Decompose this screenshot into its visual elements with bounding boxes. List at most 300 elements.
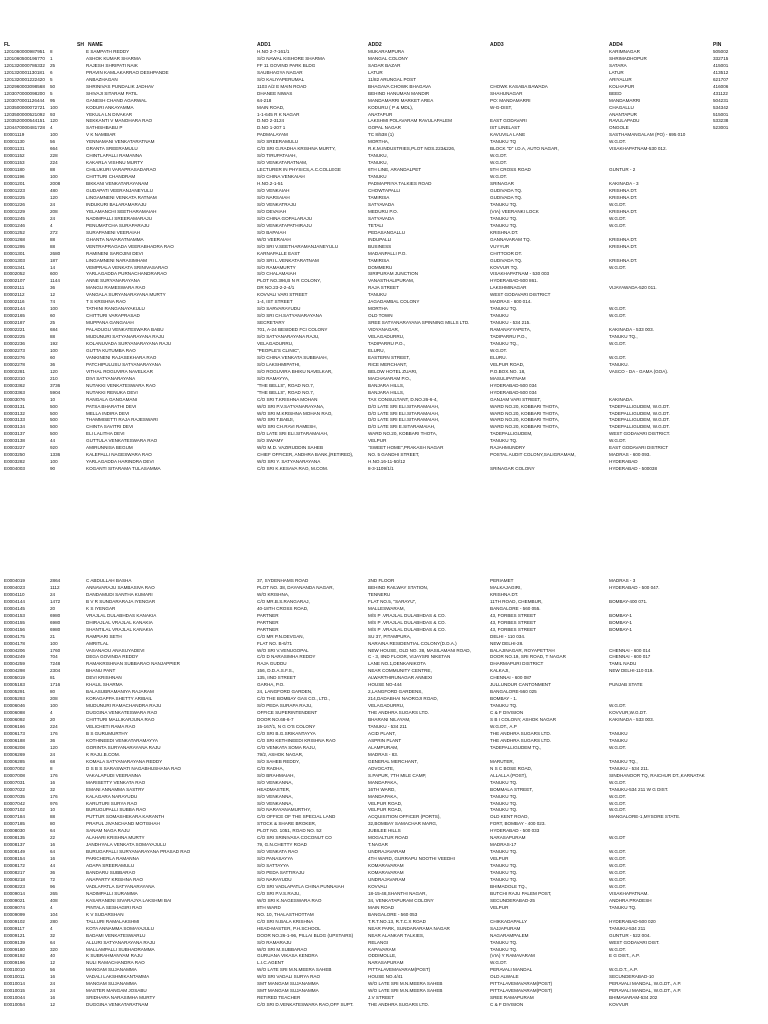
address2-cell: MUKARAMPURA bbox=[368, 48, 405, 54]
register-body-1 bbox=[4, 49, 764, 473]
address1-cell: STOCK & SHARE BROKER, bbox=[257, 821, 317, 827]
address1-cell: S/O CHINA VENKATA SUBBAIAH, bbox=[257, 354, 328, 360]
folio-cell: E0004003 bbox=[4, 466, 25, 472]
address2-cell: M/S P .VRAJLAL DULABHDAS & CO. bbox=[368, 619, 446, 625]
pin-cell bbox=[713, 759, 764, 766]
address2-cell: BEHIND RAILWAY STATION, bbox=[368, 584, 429, 590]
pin-cell bbox=[713, 278, 764, 285]
address2-cell: TENNERU bbox=[368, 591, 391, 597]
shares-cell: 100 bbox=[50, 174, 58, 180]
name-cell: ASHOK KUMAR SHARMA bbox=[86, 55, 141, 61]
address3-cell: NAGARAMPALEM bbox=[490, 932, 529, 938]
address4-cell: W.G.DT. bbox=[609, 863, 627, 869]
pin-cell: 505002 bbox=[713, 48, 729, 54]
address3-cell: SRINAGAR bbox=[490, 181, 514, 187]
table-row bbox=[4, 160, 764, 167]
address2-cell: D/O LATE SRI ELI.SITARAMAIAH, bbox=[368, 417, 440, 423]
address4-cell bbox=[609, 153, 713, 160]
address1-cell: SMT MANGAM SUJANAMMA bbox=[257, 981, 319, 987]
address1-cell: S/O VENKANNA, bbox=[257, 793, 293, 799]
shares-cell: 6980 bbox=[50, 612, 61, 618]
table-row bbox=[4, 613, 764, 620]
pin-cell bbox=[713, 424, 764, 431]
address4-cell: KOLHAPUR bbox=[609, 83, 635, 89]
address2-cell: PADMAPRIYA TALKIES ROAD bbox=[368, 181, 432, 187]
shares-cell: 80 bbox=[50, 821, 56, 827]
shares-cell: 5 bbox=[50, 76, 53, 82]
address2-cell: MANDAPAKA, bbox=[368, 779, 398, 785]
address3-cell: VUYYUR bbox=[490, 243, 510, 249]
folio-cell: E0003363 bbox=[4, 389, 25, 395]
name-cell: CHITTURI CHANDRAM bbox=[86, 174, 136, 180]
pin-cell bbox=[713, 438, 764, 445]
pin-cell bbox=[713, 585, 764, 592]
address4-cell: W.G.DT. bbox=[609, 340, 627, 346]
address1-cell: PADMALAYAM bbox=[257, 132, 288, 138]
address1-cell: S/O BAPAIAH bbox=[257, 229, 286, 235]
address4-cell bbox=[609, 383, 713, 390]
name-cell: MANGAM SUJANAMMA bbox=[86, 967, 137, 973]
folio-cell: E0010015 bbox=[4, 988, 25, 994]
address2-cell: MADANPALLI P.O. bbox=[368, 250, 407, 256]
folio-cell: E0003133 bbox=[4, 417, 25, 423]
address4-cell bbox=[609, 230, 713, 237]
shares-cell: 500 bbox=[50, 410, 58, 416]
pin-cell: 431122 bbox=[713, 90, 728, 96]
name-cell: NADIMPALLI SREERAMARAJU bbox=[86, 215, 153, 221]
address1-cell: PLOT NO. 1051, ROAD NO. 52 bbox=[257, 828, 322, 834]
address3-cell: GANJAM VARI STREET, bbox=[490, 396, 541, 402]
address2-cell: ODDIMOLLE, bbox=[368, 953, 397, 959]
address3-cell: TANUKU TQ. bbox=[490, 222, 518, 228]
name-cell: PATSA BHARATHI DEVI bbox=[86, 403, 137, 409]
name-cell: PENUMATCHA SURAPARAJU bbox=[86, 222, 150, 228]
address1-cell: S/O SRI CH.SATYANARAYANA bbox=[257, 313, 323, 319]
folio-cell: E0002310 bbox=[4, 375, 25, 381]
folio-cell: 1201320001130181 bbox=[4, 69, 45, 75]
address2-cell: BELOW HOTEL ZUARI, bbox=[368, 368, 418, 374]
folio-cell: E0002276 bbox=[4, 354, 25, 360]
address1-cell: 1-4, IST STREET bbox=[257, 299, 293, 305]
address2-cell: 18-15-48,SHANTHI NAGAR, bbox=[368, 890, 427, 896]
name-cell: GUTTULA VENKATESWARA RAO bbox=[86, 438, 158, 444]
table-row bbox=[4, 745, 764, 752]
shares-cell: 4 bbox=[50, 904, 53, 910]
address1-cell: S/O CHALAMAIAH bbox=[257, 271, 297, 277]
address3-cell: N S C BOSE ROAD, bbox=[490, 765, 533, 771]
table-header-row bbox=[4, 42, 764, 49]
name-cell: SATHISHBABU P bbox=[86, 125, 123, 131]
name-cell: VENTRAPRAGADA VEERABHADRA RAO bbox=[86, 243, 174, 249]
address3-cell: HYDERABAD-500 034 bbox=[490, 389, 537, 395]
pin-cell bbox=[713, 390, 764, 397]
address4-cell bbox=[609, 641, 713, 648]
address3-cell: GUDIVADA TQ. bbox=[490, 188, 523, 194]
address2-cell: KOVVALI bbox=[368, 883, 388, 889]
folio-cell: E0010044 bbox=[4, 995, 25, 1001]
pin-cell: 515001 bbox=[713, 111, 729, 117]
table-row bbox=[4, 445, 764, 452]
name-cell: MANGU RAMESWARA RAO bbox=[86, 285, 146, 291]
address3-cell: IST LINELAST bbox=[490, 125, 521, 131]
name-cell: DUGGINA VENKATESWARA RAO bbox=[86, 710, 158, 716]
address1-cell: FLAT NO. B-6/71 bbox=[257, 640, 293, 646]
folio-cell: 1203520000544151 bbox=[4, 118, 45, 124]
pin-cell bbox=[713, 821, 764, 828]
address2-cell: D/O LATE SRI ELI.SITARAMAIAH, bbox=[368, 410, 440, 416]
column-header-add2: ADD2 bbox=[368, 42, 382, 48]
address2-cell: TANUKU bbox=[368, 174, 387, 180]
pin-cell bbox=[713, 383, 764, 390]
table-row bbox=[4, 592, 764, 599]
table-row bbox=[4, 112, 764, 119]
address2-cell: TC 8/538 (1) bbox=[368, 132, 394, 138]
address4-cell: BHIMAVARAM-534 202 bbox=[609, 995, 658, 1001]
name-cell: MASTER MANGAM JOSABU bbox=[86, 988, 147, 994]
address4-cell: ANANTAPUR bbox=[609, 111, 637, 117]
shares-cell: 88 bbox=[50, 243, 56, 249]
name-cell: ALLURI SATYANARAYANA RAJU bbox=[86, 939, 156, 945]
address4-cell bbox=[609, 689, 713, 696]
table-row bbox=[4, 105, 764, 112]
name-cell: B S GURUMURTHY bbox=[86, 730, 128, 736]
address4-cell: WEST GODAVARI DIST. bbox=[609, 939, 660, 945]
address4-cell: W.G.DT. bbox=[609, 139, 627, 145]
address2-cell: BHAGAVA CHOWK BHAGAVA bbox=[368, 83, 431, 89]
address3-cell: EAST GODAVARI bbox=[490, 118, 527, 124]
table-row bbox=[4, 821, 764, 828]
pin-cell bbox=[713, 828, 764, 835]
address2-cell: NARASAPURAM bbox=[368, 960, 404, 966]
table-row bbox=[4, 780, 764, 787]
address4-cell: LATUR bbox=[609, 69, 624, 75]
address2-cell: HOUSE NO.4/41 bbox=[368, 974, 403, 980]
address3-cell: 5TH CROSS ROAD bbox=[490, 167, 531, 173]
folio-cell: E0009180 bbox=[4, 946, 25, 952]
address4-cell: CHENNAI - 600 014 bbox=[609, 647, 651, 653]
name-cell: SURAPANENI VEERAIAH bbox=[86, 229, 141, 235]
pin-cell bbox=[713, 898, 764, 905]
pin-cell bbox=[713, 592, 764, 599]
address4-cell: W.G.DT bbox=[609, 835, 626, 841]
name-cell: YENNAMANI VENKATARATNAM bbox=[86, 139, 155, 145]
address1-cell: S/O SAHEB REDDY, bbox=[257, 758, 300, 764]
table-row bbox=[4, 278, 764, 285]
address1-cell: W/O LATE SRI M.N.MEERA SAHEB bbox=[257, 967, 332, 973]
table-row bbox=[4, 995, 764, 1002]
name-cell: T S KRISHNA RAO bbox=[86, 299, 126, 305]
address2-cell: OLD TOWN bbox=[368, 313, 393, 319]
address1-cell: 156, D.D.A.S.F.S., bbox=[257, 668, 295, 674]
address4-cell: MADRAS - 600 093. bbox=[609, 452, 651, 458]
shares-cell: 500 bbox=[50, 431, 58, 437]
address3-cell: SECUNDERABAD-25 bbox=[490, 897, 535, 903]
name-cell: KAKARLA VISHNU MURTY bbox=[86, 160, 144, 166]
address4-cell: W.G.D.T., A.P. bbox=[609, 967, 638, 973]
table-row bbox=[4, 752, 764, 759]
table-row bbox=[4, 759, 764, 766]
shares-cell: 24 bbox=[50, 988, 56, 994]
address1-cell: W/O SRI T.BABJI, bbox=[257, 417, 294, 423]
address4-cell bbox=[609, 724, 713, 731]
table-row bbox=[4, 320, 764, 327]
pin-cell bbox=[713, 835, 764, 842]
shares-cell: 265 bbox=[50, 890, 58, 896]
shares-cell: 16 bbox=[50, 995, 56, 1001]
pin-cell bbox=[713, 801, 764, 808]
pin-cell bbox=[713, 578, 764, 585]
pin-cell bbox=[713, 634, 764, 641]
address3-cell: GANNAVARAM TQ. bbox=[490, 236, 531, 242]
address2-cell: CHOWTAPALLI bbox=[368, 188, 401, 194]
name-cell: MUPPANA GANGAIAH bbox=[86, 320, 134, 326]
shares-cell: 93 bbox=[50, 111, 56, 117]
address4-cell: W.G.DT. bbox=[609, 354, 627, 360]
pin-cell bbox=[713, 1002, 764, 1009]
folio-cell: E0001341 bbox=[4, 264, 25, 270]
address4-cell bbox=[609, 376, 713, 383]
address1-cell: "THE BELLS", ROAD NO.7, bbox=[257, 382, 315, 388]
pin-cell bbox=[713, 397, 764, 404]
table-row bbox=[4, 181, 764, 188]
address2-cell: 2ND FLOOR bbox=[368, 578, 395, 583]
address4-cell: TANUKU TQ. bbox=[609, 904, 637, 910]
pin-cell bbox=[713, 132, 764, 139]
folio-cell: E0007185 bbox=[4, 821, 25, 827]
folio-cell: E0009102 bbox=[4, 918, 25, 924]
address1-cell: 1103 A/2 E MAIN ROAD bbox=[257, 83, 307, 89]
address4-cell: W.G.DT. bbox=[609, 215, 627, 221]
address2-cell: GOPAL NAGAR bbox=[368, 125, 401, 131]
name-cell: V K NAMBIAR bbox=[86, 132, 116, 138]
name-cell: GHANTA NAVARATNAMMA bbox=[86, 236, 144, 242]
address4-cell: KRISHNA DT. bbox=[609, 188, 638, 194]
shares-cell: 4 bbox=[50, 925, 53, 931]
pin-cell bbox=[713, 960, 764, 967]
folio-cell: E0006173 bbox=[4, 730, 25, 736]
table-row bbox=[4, 132, 764, 139]
name-cell: VITHAL ROGUVIRA NAVELKAR bbox=[86, 368, 153, 374]
shares-cell: 224 bbox=[50, 160, 58, 166]
name-cell: VAKALAPUDI VEERANNA bbox=[86, 772, 142, 778]
pin-cell bbox=[713, 445, 764, 452]
pin-cell bbox=[713, 807, 764, 814]
address1-cell: W/O VEERAIAH bbox=[257, 236, 291, 242]
name-cell: MARISETTY VENKATA RAO bbox=[86, 779, 146, 785]
folio-cell: E0004298 bbox=[4, 668, 25, 674]
pin-cell bbox=[713, 139, 764, 146]
folio-cell: E0001301 bbox=[4, 250, 25, 256]
address4-cell: KRISHNA DT. bbox=[609, 236, 638, 242]
table-row bbox=[4, 369, 764, 376]
table-row bbox=[4, 905, 764, 912]
folio-cell: E0008223 bbox=[4, 883, 25, 889]
shares-cell: 480 bbox=[50, 188, 58, 194]
name-cell: NUTAKKI VENKATESWARA RAO bbox=[86, 382, 156, 388]
shares-cell: 16 bbox=[50, 779, 56, 785]
name-cell: GORINTA SURYANARAYANA RAJU bbox=[86, 744, 161, 750]
shares-cell: 208 bbox=[50, 696, 58, 702]
column-header-pin: PIN bbox=[713, 42, 722, 48]
address1-cell: DOOR NO.26-1-96, PILLAI BLDG (UPSTAIRS) bbox=[257, 932, 354, 938]
name-cell: ANBAZHAGAN bbox=[86, 76, 118, 82]
table-row bbox=[4, 77, 764, 84]
pin-cell bbox=[713, 244, 764, 251]
name-cell: RAMINENI SAROJINI DEVI bbox=[86, 250, 143, 256]
table-row bbox=[4, 1002, 764, 1009]
address1-cell: GARHA, P.O. bbox=[257, 682, 285, 688]
pin-cell bbox=[713, 334, 764, 341]
name-cell: THAMMISETTI RAJA RAJESWARI bbox=[86, 417, 158, 423]
shares-cell: 80 bbox=[50, 689, 56, 695]
table-row bbox=[4, 620, 764, 627]
address1-cell: S/O CHINA VENKAIAH bbox=[257, 174, 305, 180]
address1-cell: S/O KALIYAPERUMAL bbox=[257, 76, 305, 82]
table-row bbox=[4, 926, 764, 933]
pin-cell bbox=[713, 752, 764, 759]
address4-cell: W.G.DT. bbox=[609, 946, 627, 952]
address3-cell: TADEPALLIGUDEM TQ., bbox=[490, 744, 542, 750]
address2-cell: 2,LANGFORD GARDENS, bbox=[368, 689, 423, 695]
address3-cell bbox=[490, 49, 609, 56]
table-row bbox=[4, 424, 764, 431]
address3-cell: TANUKU TQ., bbox=[490, 340, 519, 346]
address2-cell: 11/82 ARUNGAL POST bbox=[368, 76, 416, 82]
table-row bbox=[4, 313, 764, 320]
address4-cell: KOVVUR,W.G.DT. bbox=[609, 710, 647, 716]
address3-cell: KRISHNA DT. bbox=[490, 591, 519, 597]
shares-cell: 88 bbox=[50, 334, 56, 340]
address4-cell: W.G.DT. bbox=[609, 201, 627, 207]
shares-cell: 16 bbox=[50, 856, 56, 862]
address4-cell: TANUKU - 534 211. bbox=[609, 765, 650, 771]
address3-cell: 43, FORBES STREET bbox=[490, 626, 536, 632]
name-cell: KOMALA SATYANARAYANA REDDY bbox=[86, 758, 163, 764]
address1-cell: DHANEE NIWAS bbox=[257, 90, 293, 96]
shares-cell: 6 bbox=[50, 69, 53, 75]
table-row bbox=[4, 731, 764, 738]
address1-cell: S/O BRAHMAIAH, bbox=[257, 772, 295, 778]
folio-cell: E0005293 bbox=[4, 696, 25, 702]
folio-cell: E0002165 bbox=[4, 313, 25, 319]
address1-cell: C/O SRI T.KRISHNA MOHAN bbox=[257, 396, 318, 402]
address3-cell: 11TH ROAD, CHEMBUR, bbox=[490, 598, 543, 604]
address3-cell: FORT, BOMBAY - 400 023. bbox=[490, 821, 546, 827]
address2-cell: ALWARTHIRUNAGAR ANNEXI bbox=[368, 675, 433, 681]
address1-cell: 1-1-645 R K NAGAR bbox=[257, 111, 300, 117]
address1-cell: LECTURER IN PHYSICS,A.C.COLLEGE bbox=[257, 167, 341, 173]
address2-cell: SATYAVADA bbox=[368, 215, 395, 221]
shares-cell: 22 bbox=[50, 835, 56, 841]
address3-cell: TANUKU TQ. bbox=[490, 870, 518, 876]
pin-cell bbox=[713, 313, 764, 320]
folio-cell: 1202960003098568 bbox=[4, 83, 45, 89]
address3-cell: TANUKU TQ. bbox=[490, 779, 518, 785]
table-row bbox=[4, 285, 764, 292]
address1-cell: C/O THE BOMBAY GAS CO., LTD., bbox=[257, 696, 330, 702]
pin-cell bbox=[713, 369, 764, 376]
address2-cell: W/O LATE SRI M.N.MEERA SAHEB bbox=[368, 988, 443, 994]
folio-cell: 1201060000987951 bbox=[4, 48, 45, 54]
address2-cell: ASPRIN PLANT bbox=[368, 737, 402, 743]
table-row bbox=[4, 849, 764, 856]
address2-cell: S.PAPUR, 7TH MILE CAMP, bbox=[368, 772, 427, 778]
folio-cell: E0004249 bbox=[4, 654, 25, 660]
folio-cell: E0008217 bbox=[4, 870, 25, 876]
address2-cell: BHARANI NILAYAM, bbox=[368, 717, 411, 723]
address4-cell: KAKINADA. bbox=[609, 396, 634, 402]
address3-cell: NARASAPURAM bbox=[490, 835, 526, 841]
address2-cell: UNDRAJAVARAM bbox=[368, 849, 406, 855]
address1-cell: "THE BELLS", ROAD NO.7, bbox=[257, 389, 315, 395]
address3-cell: BOMMALA STREET, bbox=[490, 786, 533, 792]
shares-cell: 6980 bbox=[50, 619, 61, 625]
shares-cell: 24 bbox=[50, 751, 56, 757]
address1-cell: W/O SRI M.KRISHNA MOHAN RAO, bbox=[257, 410, 333, 416]
folio-cell: E0008137 bbox=[4, 842, 25, 848]
folio-cell: E0004019 bbox=[4, 578, 25, 583]
pin-cell bbox=[713, 940, 764, 947]
address2-cell: 8-3-1109/1/1 bbox=[368, 466, 394, 472]
address1-cell: C/O SRI D.VENKATESWARA RAO,OFF SUPT. bbox=[257, 1002, 354, 1008]
address4-cell bbox=[609, 675, 713, 682]
name-cell: YARLAGADDA PURNACHANDRARAO bbox=[86, 271, 167, 277]
pin-cell bbox=[713, 620, 764, 627]
table-row bbox=[4, 710, 764, 717]
shares-cell: 1 bbox=[50, 55, 53, 61]
folio-cell: E0002187 bbox=[4, 320, 25, 326]
shares-cell: 100 bbox=[50, 703, 58, 709]
address2-cell: VANASTHALIPURAM, bbox=[368, 278, 415, 284]
address4-cell: BEED bbox=[609, 90, 622, 96]
folio-cell: E0009121 bbox=[4, 932, 25, 938]
name-cell: TALLURI RAMALAKSHMI bbox=[86, 918, 140, 924]
address4-cell: VISAKHAPATNAM. bbox=[609, 890, 649, 896]
shares-cell: 10 bbox=[50, 396, 56, 402]
address4-cell: BOMBAY-400 071. bbox=[609, 598, 648, 604]
name-cell: GUTTA KUTUMBA RAO bbox=[86, 347, 136, 353]
shares-cell: 25 bbox=[50, 320, 56, 326]
folio-cell: 1203070001126444 bbox=[4, 97, 45, 103]
name-cell: BADAMI VENKATESWARLU bbox=[86, 932, 146, 938]
address2-cell: BANJARA HILLS, bbox=[368, 389, 405, 395]
table-row bbox=[4, 438, 764, 445]
address3-cell: CHOWK KASABA BAWADA bbox=[490, 83, 548, 89]
folio-cell: E0004206 bbox=[4, 647, 25, 653]
address3-cell: VELPUR bbox=[490, 904, 509, 910]
address2-cell: 214,DADABHAI NAOROJI ROAD, bbox=[368, 696, 438, 702]
address4-cell: HYDERABAD - 500 047. bbox=[609, 584, 660, 590]
folio-cell: E0004153 bbox=[4, 612, 25, 618]
shares-cell: 88 bbox=[50, 236, 56, 242]
address4-cell: W.G.DT. bbox=[609, 800, 627, 806]
pin-cell bbox=[713, 981, 764, 988]
address4-cell bbox=[609, 320, 713, 327]
folio-cell: E0009117 bbox=[4, 925, 25, 931]
address3-cell: WARD NO.20, KOBBARI THOTA, bbox=[490, 403, 560, 409]
name-cell: PATCHIPULUSU SATYANARAYANA bbox=[86, 361, 162, 367]
address2-cell: 4TH WARD, GURRAPU NOOTHI VEEDHI bbox=[368, 856, 455, 862]
pin-cell bbox=[713, 933, 764, 940]
table-row bbox=[4, 648, 764, 655]
folio-cell: E0001229 bbox=[4, 208, 25, 214]
shares-cell: 210 bbox=[50, 375, 58, 381]
address1-cell: S/O CHINA GOPALARAJU bbox=[257, 215, 313, 221]
address3-cell: C & F DIVISION bbox=[490, 1002, 524, 1008]
address4-cell: W.G.DT. bbox=[609, 793, 627, 799]
pin-cell bbox=[713, 745, 764, 752]
pin-cell: 534342 bbox=[713, 104, 729, 110]
